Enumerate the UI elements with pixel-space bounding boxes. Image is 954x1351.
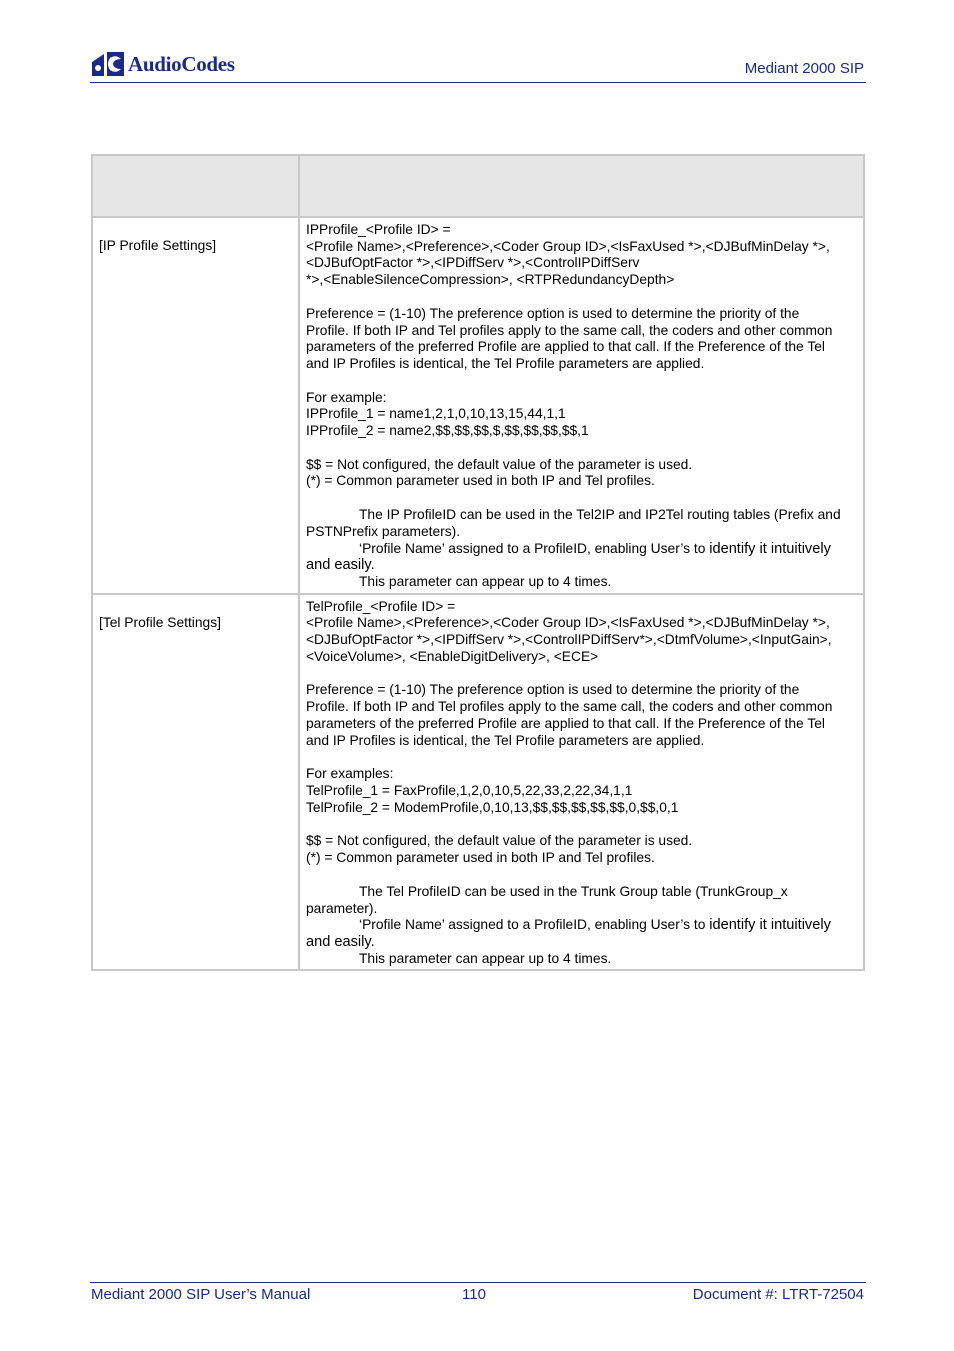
parameter-description [299, 217, 864, 594]
parameters-table [91, 154, 865, 971]
header-cell-description [299, 155, 864, 217]
example-line: For examples: [306, 766, 394, 782]
example-line: IPProfile_1 = name1,2,1,0,10,13,15,44,1,1 [306, 406, 566, 422]
note-line: This parameter can appear up to 4 times. [359, 573, 612, 589]
syntax-line: IPProfile_<Profile ID> = [306, 222, 451, 237]
note-line: parameter). [306, 900, 378, 916]
note-line: and easily. [306, 557, 375, 574]
syntax-line: <DJBufOptFactor *>,<IPDiffServ *>,<ControlIPDiffServ [306, 255, 640, 271]
preference-line: and IP Profiles is identical, the Tel Profile parameters are applied. [306, 355, 705, 371]
syntax-line: <DJBufOptFactor *>,<IPDiffServ *>,<ControlIPDiffServ*>,<DtmfVolume>,<InputGain>, [306, 632, 832, 648]
note-line: ‘Profile Name’ assigned to a ProfileID, enabling User’s to identify it intuitively [359, 917, 831, 934]
parameter-description [299, 594, 864, 971]
preference-line: Preference = (1-10) The preference option is used to determine the priority of the [306, 682, 800, 698]
syntax-line: <Profile Name>,<Preference>,<Coder Group ID>,<IsFaxUsed *>,<DJBufMinDelay *>, [306, 615, 830, 631]
footer-manual-title: Mediant 2000 SIP User’s Manual [91, 1286, 311, 1303]
syntax-line: *>,<EnableSilenceCompression>, <RTPRedundancyDepth> [306, 272, 675, 288]
note-line: The IP ProfileID can be used in the Tel2IP and IP2Tel routing tables (Prefix and [359, 507, 841, 523]
note-line: The Tel ProfileID can be used in the Trunk Group table (TrunkGroup_x [359, 883, 788, 899]
footer-page-number: 110 [462, 1286, 486, 1303]
example-line: TelProfile_2 = ModemProfile,0,10,13,$$,$$,$$,$$,$$,0,$$,0,1 [306, 799, 679, 815]
example-line: IPProfile_2 = name2,$$,$$,$$,$,$$,$$,$$,$$,1 [306, 423, 589, 439]
table-row [92, 217, 864, 594]
logo-text: AudioCodes [128, 51, 235, 76]
table-row [92, 594, 864, 971]
notes-line: $$ = Not configured, the default value of the parameter is used. [306, 833, 693, 849]
preference-line: Profile. If both IP and Tel profiles apply to the same call, the coders and other common [306, 322, 833, 338]
preference-line: parameters of the preferred Profile are applied to that call. If the Preference of the Tel [306, 715, 825, 731]
page-footer [90, 1282, 866, 1307]
example-line: For example: [306, 389, 387, 405]
footer-document-number: Document #: LTRT-72504 [692, 1286, 864, 1303]
header-cell-name [92, 155, 299, 217]
notes-line: (*) = Common parameter used in both IP and Tel profiles. [306, 473, 655, 489]
syntax-line: <VoiceVolume>, <EnableDigitDelivery>, <ECE> [306, 648, 599, 664]
parameter-name: [IP Profile Settings] [92, 217, 299, 594]
preference-line: parameters of the preferred Profile are applied to that call. If the Preference of the Tel [306, 339, 825, 355]
header-product-name: Mediant 2000 SIP [744, 60, 864, 77]
parameter-name: [Tel Profile Settings] [92, 594, 299, 971]
notes-line: $$ = Not configured, the default value of the parameter is used. [306, 456, 693, 472]
page-header [90, 46, 866, 83]
note-line: ‘Profile Name’ assigned to a ProfileID, enabling User’s to identify it intuitively [359, 540, 831, 557]
table-header-row [92, 155, 864, 217]
preference-line: and IP Profiles is identical, the Tel Profile parameters are applied. [306, 732, 705, 748]
note-line: PSTNPrefix parameters). [306, 523, 461, 539]
note-line: This parameter can appear up to 4 times. [359, 950, 612, 966]
logo-icon [90, 50, 126, 78]
syntax-line: TelProfile_<Profile ID> = [306, 598, 456, 614]
audiocodes-logo [90, 50, 235, 78]
note-line: and easily. [306, 933, 375, 950]
syntax-line: <Profile Name>,<Preference>,<Coder Group ID>,<IsFaxUsed *>,<DJBufMinDelay *>, [306, 238, 830, 254]
notes-line: (*) = Common parameter used in both IP and Tel profiles. [306, 850, 655, 866]
preference-line: Preference = (1-10) The preference option is used to determine the priority of the [306, 305, 800, 321]
example-line: TelProfile_1 = FaxProfile,1,2,0,10,5,22,33,2,22,34,1,1 [306, 782, 633, 798]
preference-line: Profile. If both IP and Tel profiles apply to the same call, the coders and other common [306, 699, 833, 715]
